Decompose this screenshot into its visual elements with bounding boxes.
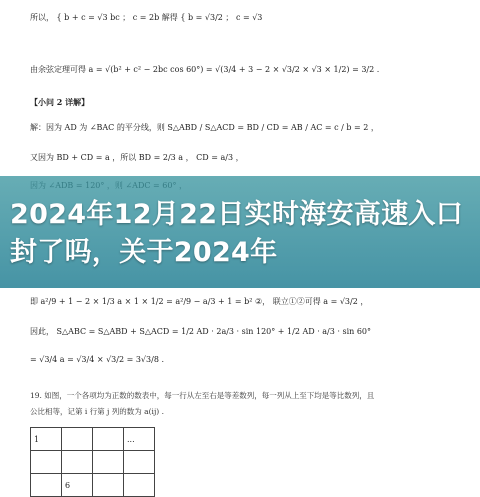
table-cell <box>62 428 93 451</box>
question-19-text-cont: 公比相等，记第 i 行第 j 列的数为 a(ij) . <box>30 407 164 416</box>
title-banner <box>0 176 480 288</box>
text-line-7: 因此， S△ABC = S△ABD + S△ACD = 1/2 AD · 2a/3 · sin 120° + 1/2 AD · a/3 · sin 60° <box>30 327 372 336</box>
table-cell: 6 <box>62 474 93 497</box>
text-line-3: 解：因为 AD 为 ∠BAC 的平分线，则 S△ABD / S△ACD = BD / CD = AB / AC = c / b = 2 ， <box>30 123 379 132</box>
table-cell <box>93 451 124 474</box>
table-cell <box>124 474 155 497</box>
text-line-2: 由余弦定理可得 a = √(b² + c² − 2bc cos 60°) = √(3/4 + 3 − 2 × √3/2 × √3 × 1/2) = 3/2 . <box>30 65 380 74</box>
table-cell <box>93 428 124 451</box>
table-cell: ... <box>124 428 155 451</box>
table-cell <box>93 474 124 497</box>
text-line-6: 即 a²/9 + 1 − 2 × 1/3 a × 1 × 1/2 = a²/9 − a/3 + 1 = b² ②， 联立①②可得 a = √3/2 ， <box>30 297 369 306</box>
text-line-8: = √3/4 a = √3/4 × √3/2 = 3√3/8 . <box>30 355 164 364</box>
question-19-text: 19. 如图，一个各项均为正数的数表中，每一行从左至右是等差数列，每一列从上至下均是等比数列，且 <box>30 391 375 400</box>
text-line-1: 所以， { b + c = √3 bc ； c = 2b 解得 { b = √3/2 ； c = √3 <box>30 13 263 22</box>
table-cell <box>124 451 155 474</box>
section-heading: 【小问 2 详解】 <box>30 97 90 107</box>
table-cell <box>31 451 62 474</box>
text-line-4: 又因为 BD + CD = a ，所以 BD = 2/3 a ， CD = a/3 ， <box>30 153 244 162</box>
table-cell: 1 <box>31 428 62 451</box>
table-cell <box>31 474 62 497</box>
banner-title: 2024年12月22日实时海安高速入口封了吗，关于2024年 <box>10 199 463 268</box>
table-cell <box>62 451 93 474</box>
number-table <box>30 427 155 497</box>
